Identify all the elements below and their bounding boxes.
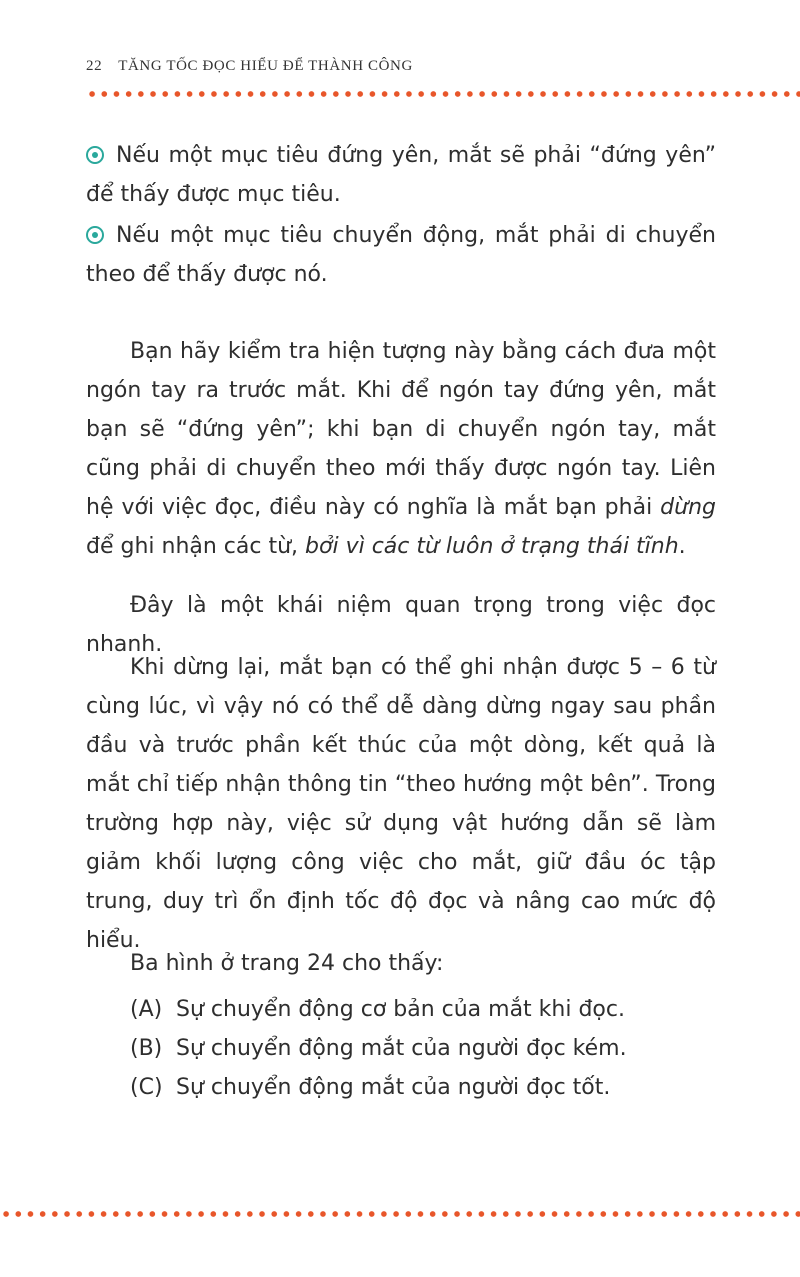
list-item (130, 1068, 690, 1107)
paragraph (86, 332, 716, 566)
bullet-item (86, 136, 716, 214)
list-item (130, 990, 690, 1029)
paragraph: Khi dừng lại, mắt bạn có thể ghi nhận được 5 – 6 từ cùng lúc, vì vậy nó có thể dễ dàng dừng ngay sau phần đầu và trước phần kết thúc của một dòng, kết quả là mắt chỉ tiếp nhận thông tin “theo hướng một bên”. Trong trường hợp này, việc sử dụng vật hướng dẫn sẽ làm giảm khối lượng công việc cho mắt, giữ đầu óc tập trung, duy trì ổn định tốc độ đọc và nâng cao mức độ hiểu. (86, 655, 716, 953)
top-dotted-divider (86, 90, 800, 98)
list-label: (A) (130, 997, 163, 1022)
book-title: TĂNG TỐC ĐỌC HIỂU ĐỂ THÀNH CÔNG (118, 58, 413, 74)
list-item (130, 1029, 690, 1068)
paragraph-text: Bạn hãy kiểm tra hiện tượng này bằng cách đưa một ngón tay ra trước mắt. Khi để ngón tay đứng yên, mắt bạn sẽ “đứng yên”; khi bạn di chuyển ngón tay, mắt cũng phải di chuyển theo mới thấy được ngón tay. Liên hệ với việc đọc, điều này có nghĩa là mắt bạn phải (86, 339, 716, 520)
list-label: (B) (130, 1036, 163, 1061)
paragraph-text: . (678, 534, 686, 559)
page-number: 22 (86, 58, 103, 74)
paragraph: Đây là một khái niệm quan trọng trong việc đọc nhanh. (86, 593, 716, 657)
list-text: Sự chuyển động cơ bản của mắt khi đọc. (176, 997, 625, 1022)
bullet-text: Nếu một mục tiêu đứng yên, mắt sẽ phải “đứng yên” để thấy được mục tiêu. (86, 143, 716, 207)
bullet-text: Nếu một mục tiêu chuyển động, mắt phải di chuyển theo để thấy được nó. (86, 223, 716, 287)
target-bullet-icon (86, 146, 104, 164)
running-header (86, 58, 413, 75)
list-label: (C) (130, 1075, 163, 1100)
list-text: Sự chuyển động mắt của người đọc tốt. (176, 1075, 611, 1100)
list-text: Sự chuyển động mắt của người đọc kém. (176, 1036, 627, 1061)
figure-list (130, 990, 690, 1107)
bullet-item (86, 216, 716, 294)
paragraph: Ba hình ở trang 24 cho thấy: (130, 951, 444, 976)
bottom-dotted-divider (0, 1210, 800, 1218)
paragraph-text: để ghi nhận các từ, (86, 534, 306, 559)
emphasis-text: dừng (660, 495, 716, 520)
target-bullet-icon (86, 226, 104, 244)
emphasis-text: bởi vì các từ luôn ở trạng thái tĩnh (305, 534, 679, 559)
